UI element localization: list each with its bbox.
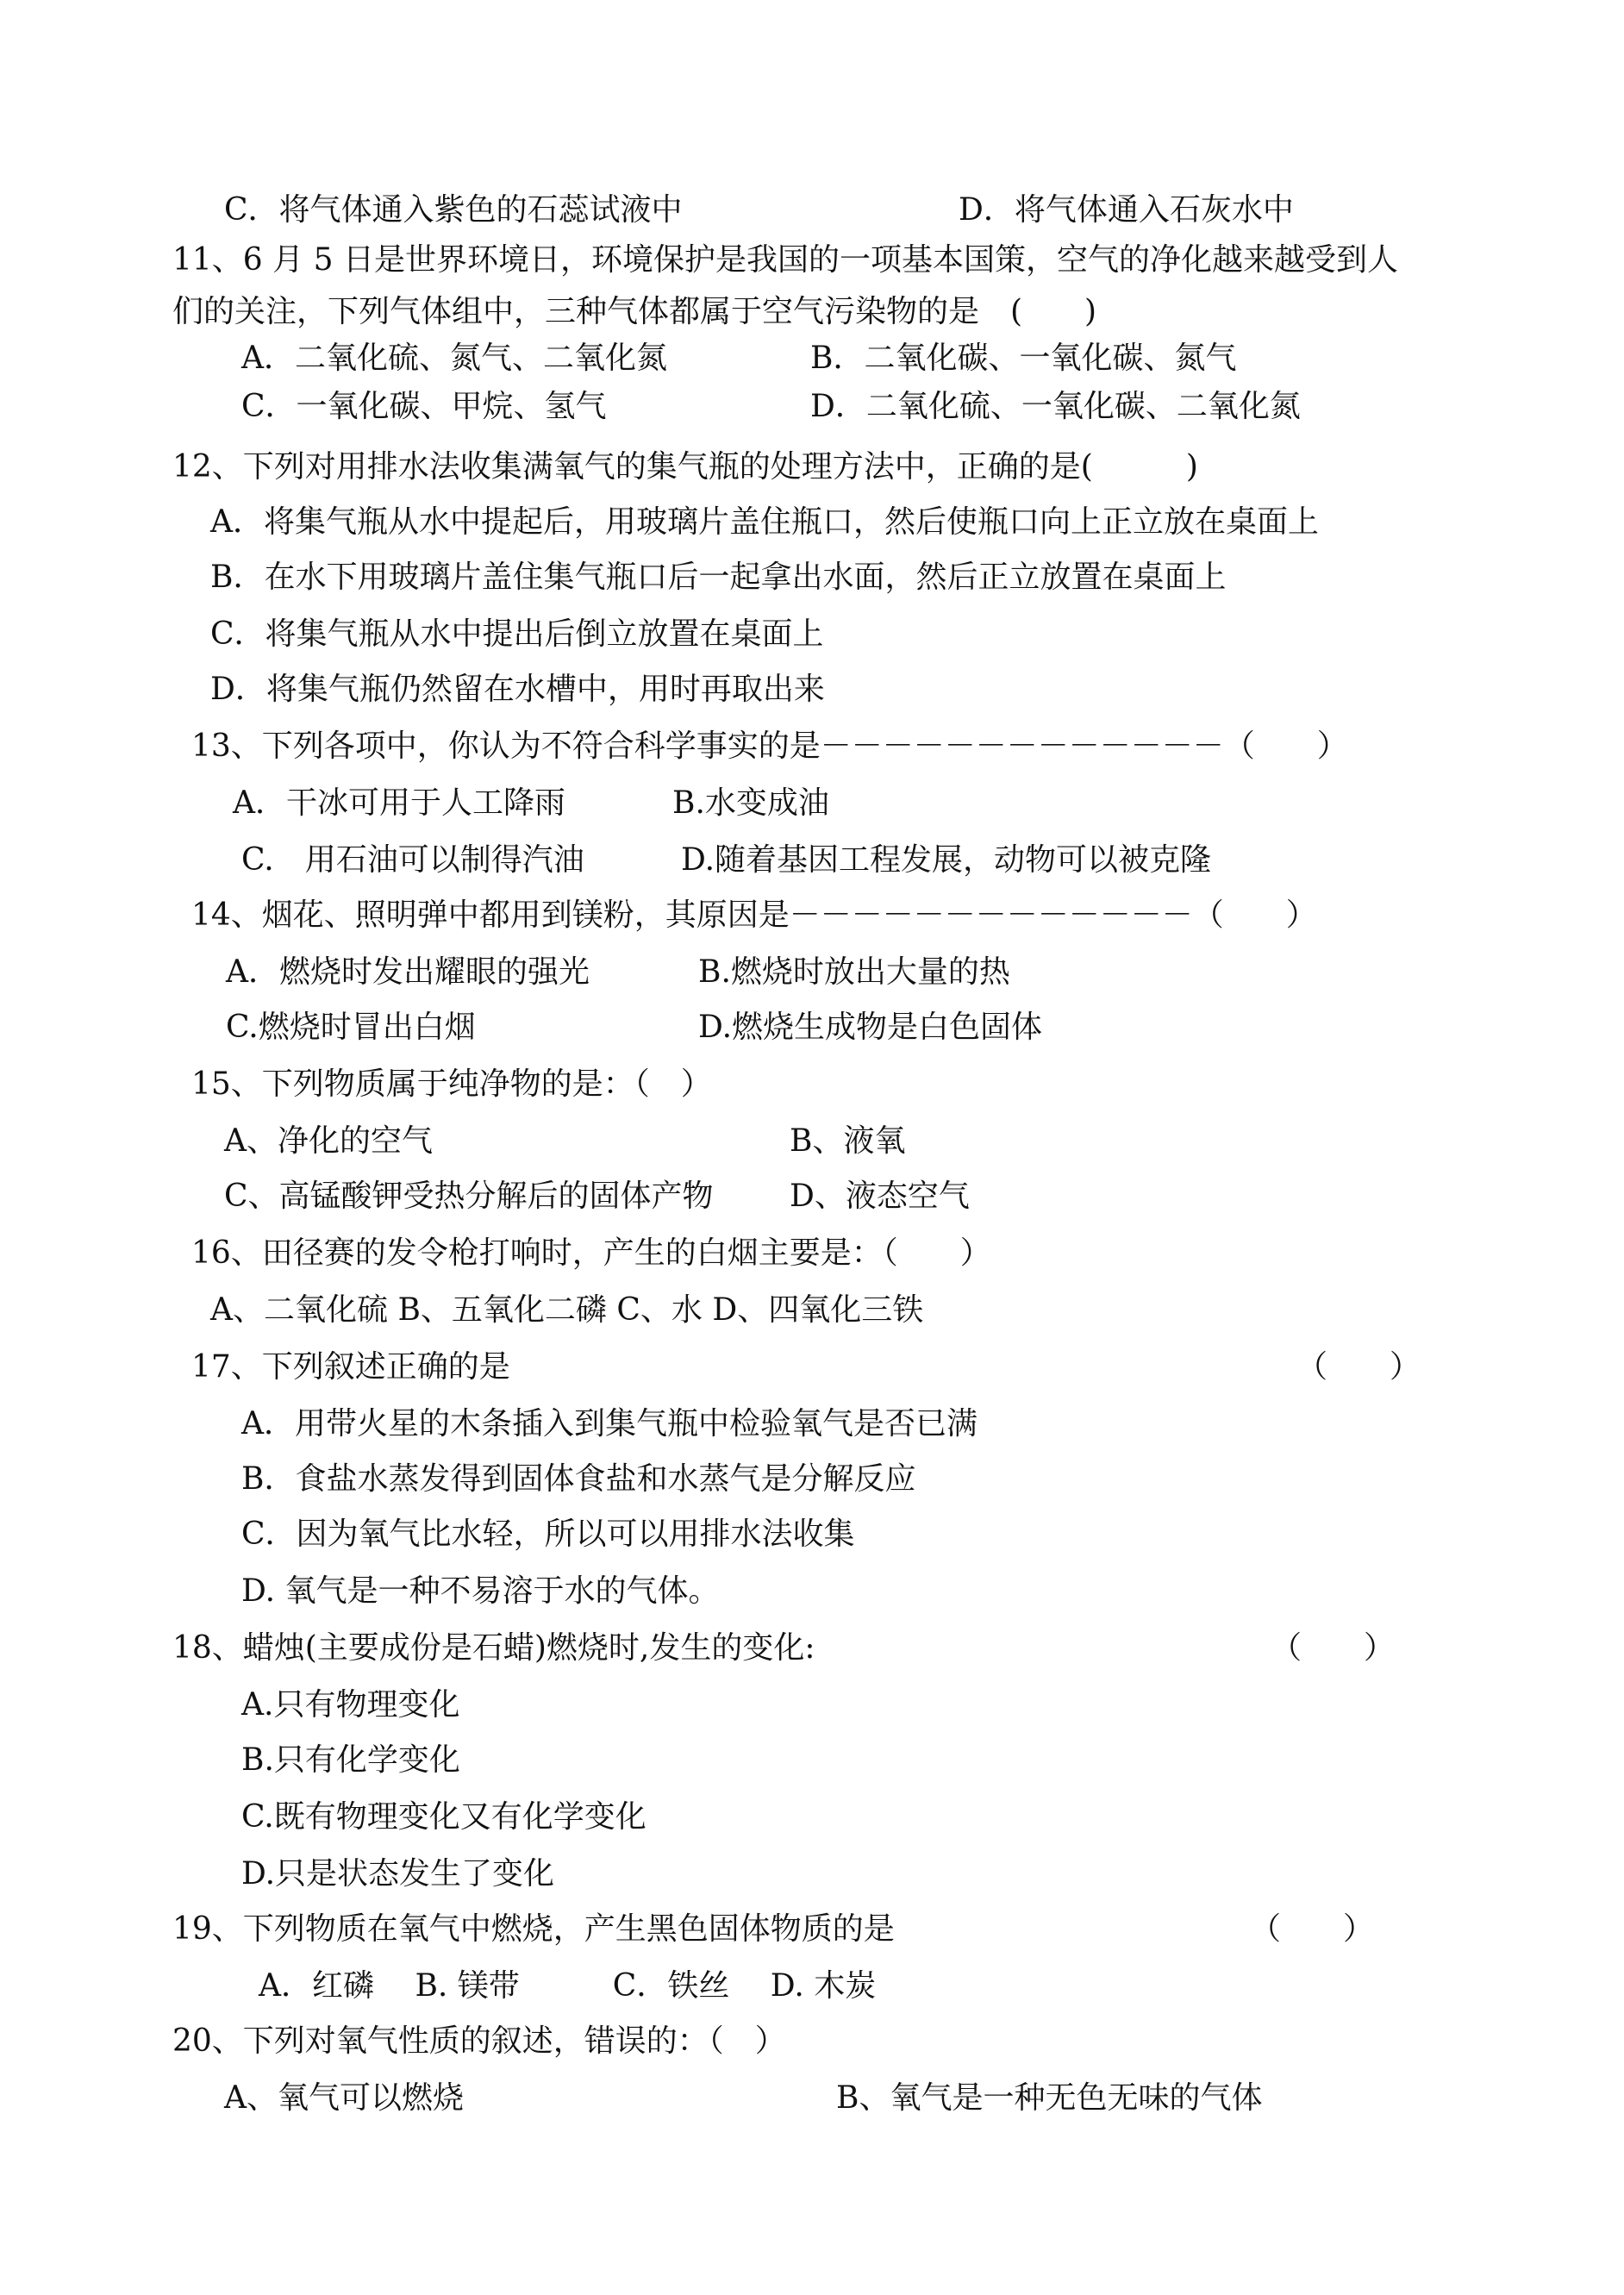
q20-option-b: B、氧气是一种无色无味的气体 [836, 2080, 1263, 2116]
q13-option-d: D.随着基因工程发展，动物可以被克隆 [681, 842, 1212, 878]
q15-option-a: A、净化的空气 [224, 1123, 433, 1159]
q17-stem: 17、下列叙述正确的是 [191, 1349, 510, 1385]
q18-answer-paren: （ ） [1271, 1630, 1396, 1666]
q16-stem: 16、田径赛的发令枪打响时，产生的白烟主要是：（ ） [191, 1235, 991, 1271]
q19-options: A．红磷 B. 镁带 C．铁丝 D. 木炭 [259, 1968, 877, 2004]
q14-option-d: D.燃烧生成物是白色固体 [698, 1010, 1043, 1045]
q15-option-c: C、高锰酸钾受热分解后的固体产物 [224, 1179, 714, 1214]
q15-option-b: B、液氧 [790, 1123, 906, 1159]
q19-stem: 19、下列物质在氧气中燃烧，产生黑色固体物质的是 [172, 1911, 895, 1947]
q11-option-c: C．一氧化碳、甲烷、氢气 [241, 389, 607, 424]
q14-stem: 14、烟花、照明弹中都用到镁粉，其原因是－－－－－－－－－－－－－（ ） [191, 897, 1317, 933]
q20-option-a: A、氧气可以燃烧 [224, 2080, 464, 2116]
q17-option-c: C．因为氧气比水轻，所以可以用排水法收集 [241, 1516, 855, 1552]
q19-answer-paren: （ ） [1250, 1911, 1375, 1947]
q10-option-d: D．将气体通入石灰水中 [959, 192, 1294, 228]
q10-option-c: C．将气体通入紫色的石蕊试液中 [224, 192, 683, 228]
q18-option-c: C.既有物理变化又有化学变化 [241, 1799, 646, 1835]
q15-option-d: D、液态空气 [790, 1179, 970, 1214]
q11-option-a: A．二氧化硫、氮气、二氧化氮 [241, 341, 667, 376]
q13-option-b: B.水变成油 [672, 785, 829, 821]
q18-stem: 18、蜡烛(主要成份是石蜡)燃烧时,发生的变化: [172, 1630, 815, 1666]
q15-stem: 15、下列物质属于纯净物的是：（ ） [191, 1066, 712, 1102]
q12-option-c: C．将集气瓶从水中提出后倒立放置在桌面上 [210, 616, 824, 652]
q17-answer-paren: （ ） [1296, 1349, 1421, 1385]
q11-stem-line2: 们的关注，下列气体组中，三种气体都属于空气污染物的是 ( ) [172, 294, 1097, 329]
q12-option-a: A．将集气瓶从水中提起后，用玻璃片盖住瓶口，然后使瓶口向上正立放在桌面上 [210, 504, 1319, 540]
q17-option-a: A．用带火星的木条插入到集气瓶中检验氧气是否已满 [241, 1406, 978, 1441]
q20-stem: 20、下列对氧气性质的叙述，错误的：（ ） [172, 2023, 786, 2059]
q14-option-b: B.燃烧时放出大量的热 [698, 954, 1010, 990]
q12-option-d: D．将集气瓶仍然留在水槽中，用时再取出来 [210, 672, 825, 707]
q12-stem: 12、下列对用排水法收集满氧气的集气瓶的处理方法中，正确的是( ) [172, 449, 1198, 485]
q18-option-b: B.只有化学变化 [241, 1742, 460, 1778]
q13-stem: 13、下列各项中，你认为不符合科学事实的是－－－－－－－－－－－－－（ ） [191, 729, 1348, 764]
q17-option-d: D. 氧气是一种不易溶于水的气体。 [241, 1573, 720, 1609]
q17-option-b: B．食盐水蒸发得到固体食盐和水蒸气是分解反应 [241, 1461, 916, 1497]
q12-option-b: B．在水下用玻璃片盖住集气瓶口后一起拿出水面，然后正立放置在桌面上 [210, 560, 1227, 595]
q18-option-d: D.只是状态发生了变化 [241, 1856, 555, 1892]
q18-option-a: A.只有物理变化 [241, 1687, 460, 1723]
q11-option-d: D．二氧化硫、一氧化碳、二氧化氮 [810, 389, 1301, 424]
q16-options: A、二氧化硫 B、五氧化二磷 C、水 D、四氧化三铁 [210, 1292, 924, 1328]
q14-option-c: C.燃烧时冒出白烟 [226, 1010, 476, 1045]
q13-option-c: C. 用石油可以制得汽油 [241, 842, 584, 878]
q13-option-a: A．干冰可用于人工降雨 [233, 785, 565, 821]
q11-stem-line1: 11、6 月 5 日是世界环境日，环境保护是我国的一项基本国策，空气的净化越来越受到人 [172, 242, 1398, 278]
q14-option-a: A．燃烧时发出耀眼的强光 [226, 954, 590, 990]
q11-option-b: B．二氧化碳、一氧化碳、氮气 [810, 341, 1237, 376]
